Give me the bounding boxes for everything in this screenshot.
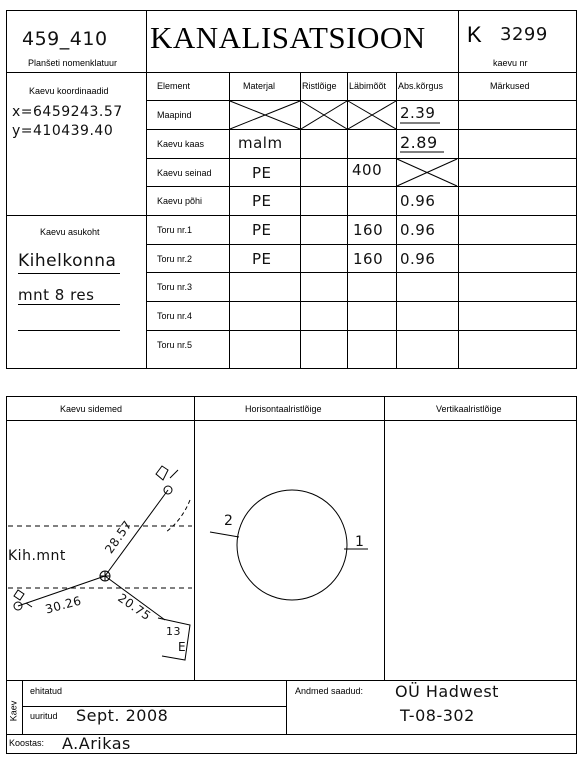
row-element: Maapind <box>157 110 192 120</box>
row-element: Toru nr.1 <box>157 225 193 235</box>
col-element: Element <box>157 81 191 91</box>
section-horizontal: Horisontaalristlõige <box>245 404 322 414</box>
well-number-label: kaevu nr <box>493 58 528 68</box>
pipe-2-label: 2 <box>224 513 234 529</box>
row-element: Toru nr.2 <box>157 254 193 264</box>
col-notes: Märkused <box>490 81 530 91</box>
source-line1: OÜ Hadwest <box>395 682 499 701</box>
location-underline-3 <box>18 330 120 331</box>
row-diameter: 160 <box>353 250 384 268</box>
coordinate-x: x=6459243.57 <box>12 104 123 120</box>
row-height: 2.89 <box>400 133 438 152</box>
measured-label: uuritud <box>30 711 58 721</box>
coordinate-y: y=410439.40 <box>12 123 114 139</box>
row-material: PE <box>252 164 272 182</box>
row-diameter: 160 <box>353 221 384 239</box>
author-value: A.Arikas <box>62 734 131 753</box>
source-line2: T-08-302 <box>400 706 475 725</box>
row-element: Kaevu seinad <box>157 168 212 178</box>
row-material: PE <box>252 192 272 210</box>
row-element: Toru nr.4 <box>157 311 193 321</box>
row-element: Kaevu põhi <box>157 196 203 206</box>
section-vertical: Vertikaalristlõige <box>436 404 502 414</box>
location-line2: mnt 8 res <box>18 286 95 304</box>
distance-2: 30.26 <box>43 593 84 617</box>
row-material: PE <box>252 221 272 239</box>
distance-1: 28.57 <box>102 517 135 557</box>
col-section: Ristlõige <box>302 81 337 91</box>
location-underline-1 <box>18 273 120 274</box>
section-ties: Kaevu sidemed <box>60 404 123 414</box>
col-height: Abs.kõrgus <box>398 81 444 91</box>
building-letter: E <box>178 640 187 654</box>
building-number: 13 <box>166 625 181 638</box>
location-line1: Kihelkonna <box>18 251 117 271</box>
row-height: 2.39 <box>400 104 436 122</box>
row-material: PE <box>252 250 272 268</box>
row-diameter: 400 <box>352 161 383 179</box>
author-label: Koostas: <box>9 738 45 748</box>
location-label: Kaevu asukoht <box>40 227 100 237</box>
street-label: Kih.mnt <box>8 548 66 564</box>
distance-3: 20.75 <box>115 590 154 624</box>
row-element: Toru nr.5 <box>157 340 193 350</box>
pipe-1-label: 1 <box>355 534 365 550</box>
built-label: ehitatud <box>30 686 63 696</box>
col-diameter: Läbimõõt <box>349 81 387 91</box>
measured-value: Sept. 2008 <box>76 706 169 725</box>
row-element: Toru nr.3 <box>157 282 193 292</box>
nomenclature-label: Planšeti nomenklatuur <box>28 58 118 68</box>
document-title: KANALISATSIOON <box>150 20 426 55</box>
row-height: 0.96 <box>400 192 436 210</box>
footer-side-label: Kaev <box>8 700 19 722</box>
row-height: 0.96 <box>400 250 436 268</box>
nomenclature-value: 459_410 <box>22 28 108 50</box>
source-label: Andmed saadud: <box>295 686 364 696</box>
row-height: 0.96 <box>400 221 436 239</box>
col-material: Materjal <box>243 81 276 91</box>
well-prefix: K <box>467 22 482 47</box>
row-material: malm <box>238 134 283 152</box>
row-element: Kaevu kaas <box>157 139 205 149</box>
coordinates-label: Kaevu koordinaadid <box>29 86 109 96</box>
well-number: 3299 <box>500 24 548 45</box>
location-underline-2 <box>18 304 120 305</box>
